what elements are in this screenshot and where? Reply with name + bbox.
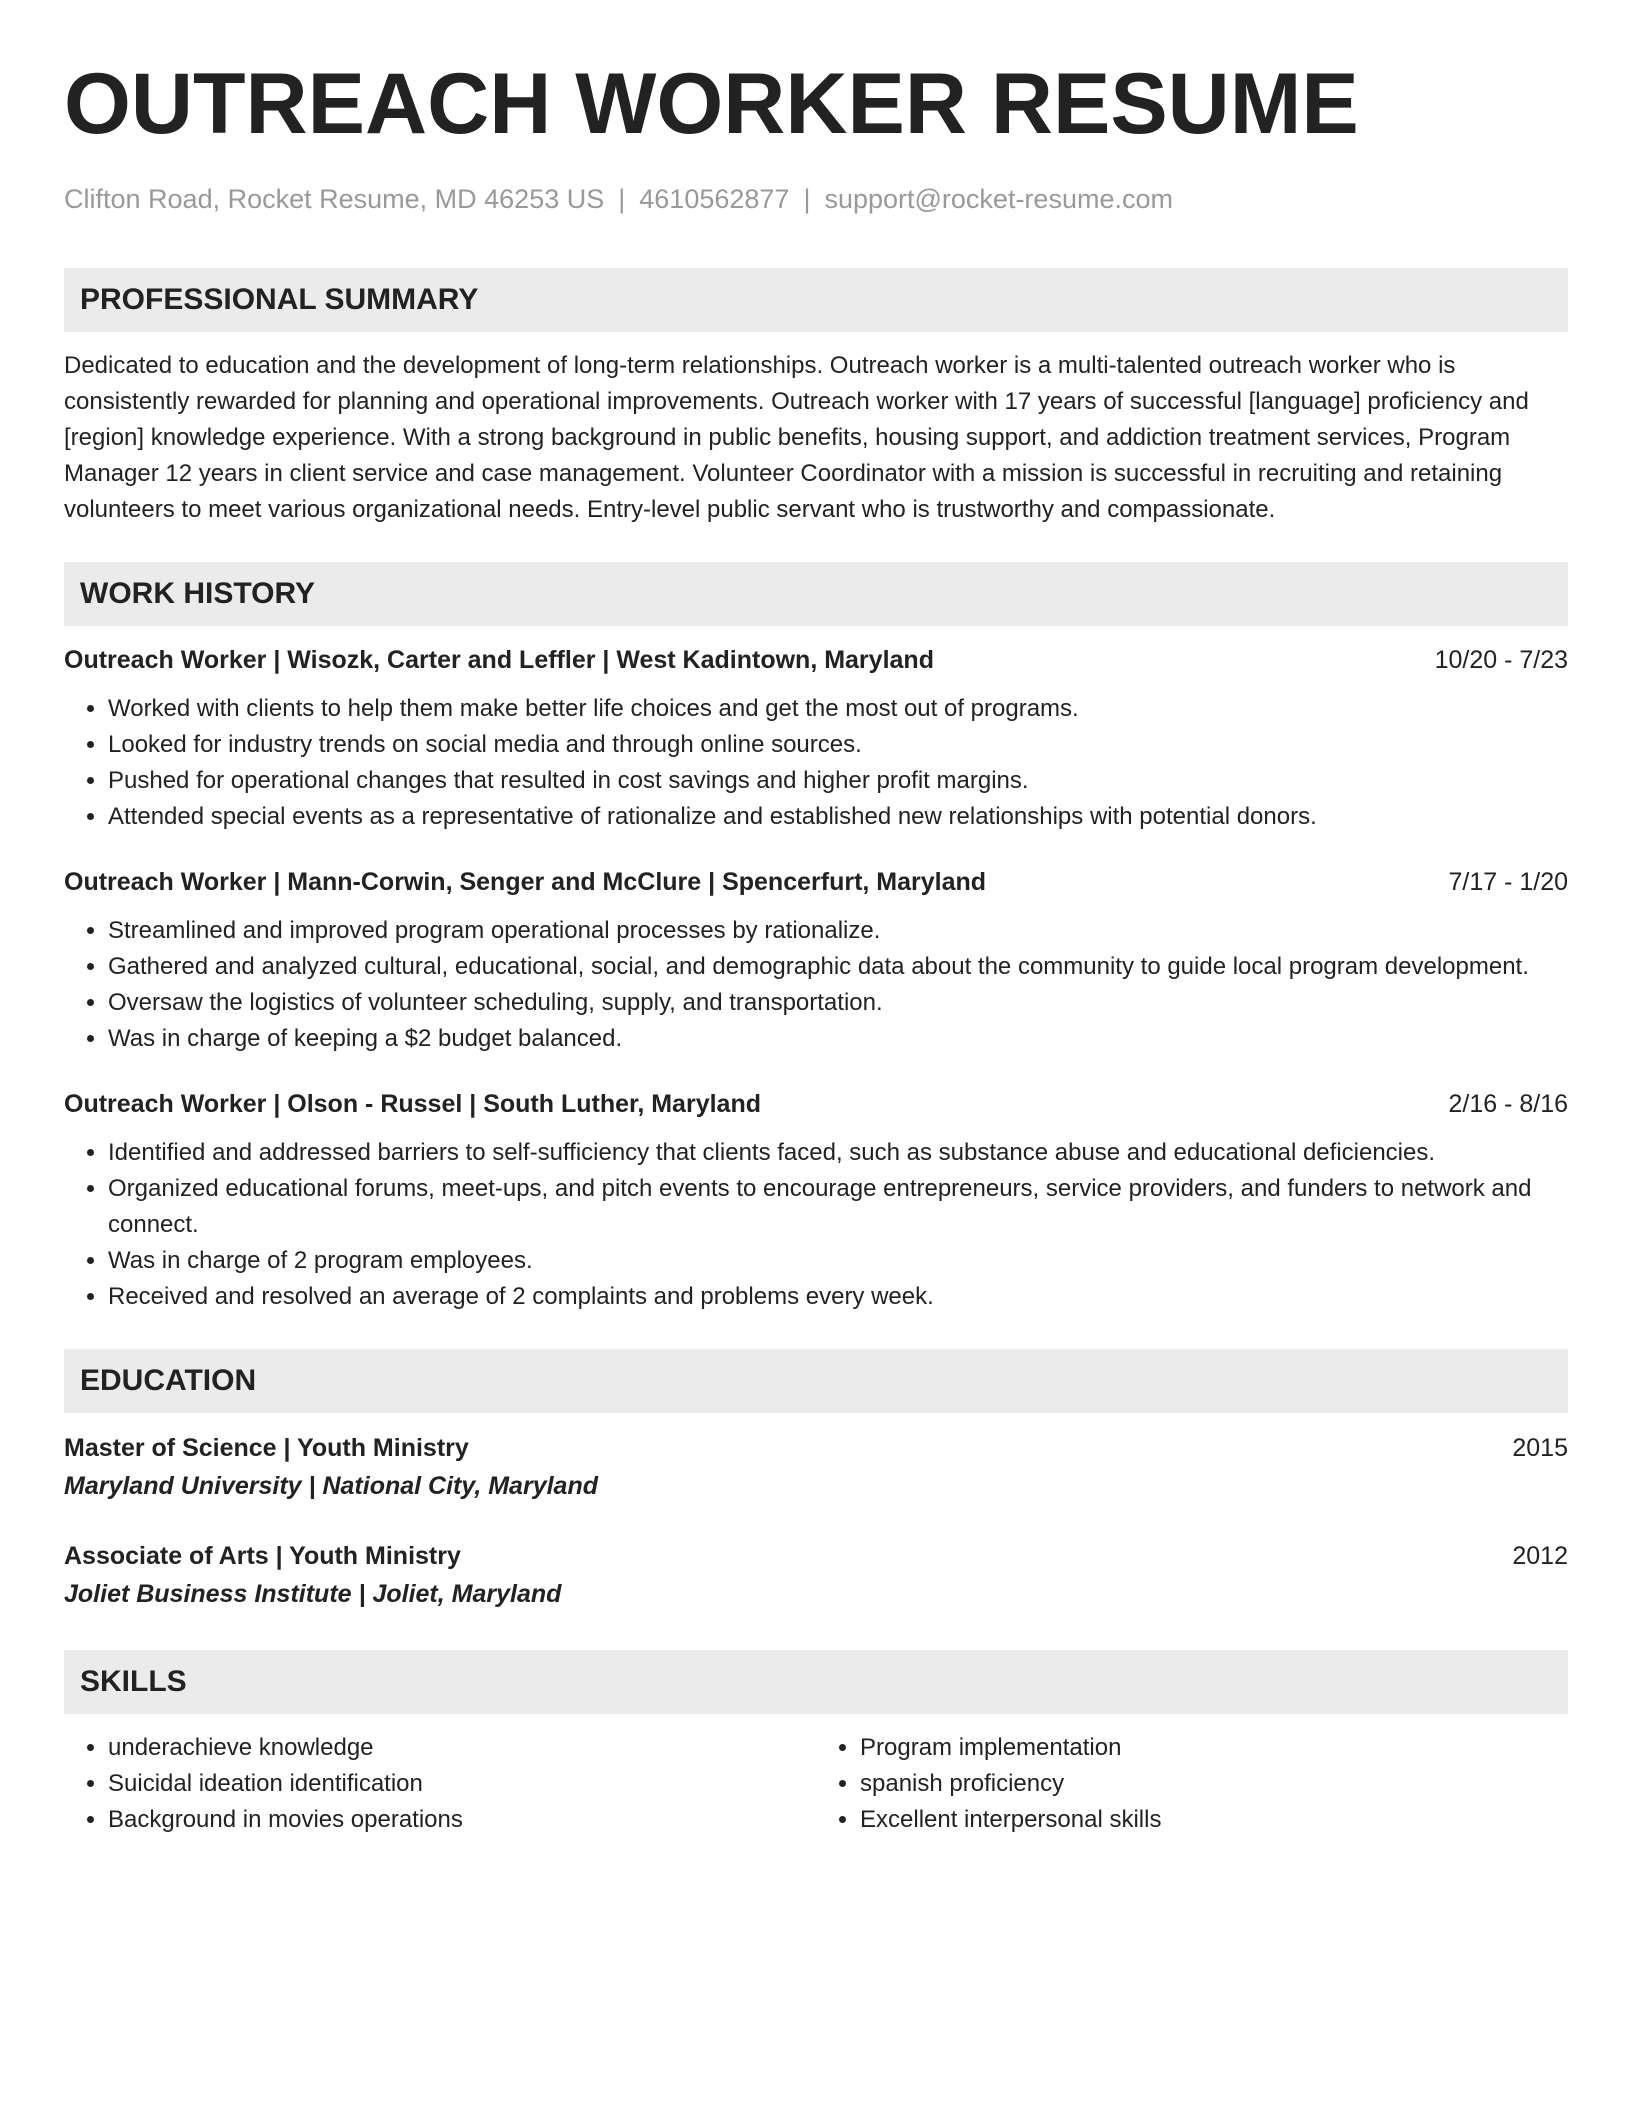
- skill-item: • Suicidal ideation identification: [108, 1766, 816, 1802]
- education-school: Maryland University | National City, Maryland: [64, 1472, 598, 1500]
- resume-title: OUTREACH WORKER RESUME: [64, 56, 1359, 152]
- education-school: Joliet Business Institute | Joliet, Maryland: [64, 1580, 562, 1608]
- job-bullet: • Worked with clients to help them make better life choices and get the most out of programs.: [108, 691, 1568, 727]
- skill-item: • Excellent interpersonal skills: [860, 1802, 1568, 1838]
- job-bullet: • Was in charge of keeping a $2 budget balanced.: [108, 1021, 1568, 1057]
- contact-email: support@rocket-resume.com: [824, 184, 1173, 214]
- job-bullets: [64, 691, 1568, 835]
- education-entry: [64, 1430, 1568, 1504]
- job-bullets: [64, 1135, 1568, 1315]
- job-header: [64, 1087, 1568, 1121]
- contact-separator: |: [803, 184, 811, 214]
- job-title: Outreach Worker | Mann-Corwin, Senger and McClure | Spencerfurt, Maryland: [64, 868, 987, 896]
- skill-item: • spanish proficiency: [860, 1766, 1568, 1802]
- job-entry: [64, 643, 1568, 835]
- job-bullet: • Received and resolved an average of 2 complaints and problems every week.: [108, 1279, 1568, 1315]
- education-degree: Associate of Arts | Youth Ministry: [64, 1542, 461, 1570]
- education-degree: Master of Science | Youth Ministry: [64, 1434, 469, 1462]
- job-dates: 7/17 - 1/20: [1448, 868, 1568, 896]
- education-year: 2012: [1512, 1542, 1568, 1570]
- section-heading-work-history: WORK HISTORY: [64, 562, 1568, 626]
- skills-list: [64, 1730, 816, 1838]
- job-bullet: • Attended special events as a representative of rationalize and established new relationships with potential donors.: [108, 799, 1568, 835]
- job-bullet: • Gathered and analyzed cultural, educational, social, and demographic data about the community to guide local program development.: [108, 949, 1568, 985]
- skills-column-right: [816, 1730, 1568, 1838]
- job-bullet: • Pushed for operational changes that resulted in cost savings and higher profit margins.: [108, 763, 1568, 799]
- skill-item: • Background in movies operations: [108, 1802, 816, 1838]
- education-header: [64, 1538, 1568, 1574]
- contact-line: [64, 182, 1568, 216]
- job-dates: 2/16 - 8/16: [1448, 1090, 1568, 1118]
- section-heading-summary: PROFESSIONAL SUMMARY: [64, 268, 1568, 332]
- contact-address: Clifton Road, Rocket Resume, MD 46253 US: [64, 184, 605, 214]
- job-bullet: • Streamlined and improved program operational processes by rationalize.: [108, 913, 1568, 949]
- education-header: [64, 1430, 1568, 1466]
- skill-item: • Program implementation: [860, 1730, 1568, 1766]
- skills-grid: [64, 1730, 1568, 1838]
- job-title: Outreach Worker | Olson - Russel | South Luther, Maryland: [64, 1090, 761, 1118]
- education-year: 2015: [1512, 1434, 1568, 1462]
- job-entry: [64, 865, 1568, 1057]
- section-heading-skills: SKILLS: [64, 1650, 1568, 1714]
- skills-list: [816, 1730, 1568, 1838]
- job-header: [64, 865, 1568, 899]
- summary-text: Dedicated to education and the development of long-term relationships. Outreach worker is a multi-talented outreach worker who is consistently rewarded for planning and operational improvements. Outreach worker with 17 years of successful [language] proficiency and [region] knowledge experience. With a strong background in public benefits, housing support, and addiction treatment services, Program Manager 12 years in client service and case management. Volunteer Coordinator with a mission is successful in recruiting and retaining volunteers to meet various organizational needs. Entry-level public servant who is trustworthy and compassionate.: [64, 352, 1529, 523]
- job-bullet: • Looked for industry trends on social media and through online sources.: [108, 727, 1568, 763]
- contact-phone: 4610562877: [639, 184, 790, 214]
- education-entry: [64, 1538, 1568, 1612]
- contact-separator: |: [618, 184, 626, 214]
- section-heading-education: EDUCATION: [64, 1349, 1568, 1413]
- job-bullet: • Oversaw the logistics of volunteer scheduling, supply, and transportation.: [108, 985, 1568, 1021]
- job-bullets: [64, 913, 1568, 1057]
- job-dates: 10/20 - 7/23: [1434, 646, 1568, 674]
- skill-item: • underachieve knowledge: [108, 1730, 816, 1766]
- job-bullet: • Organized educational forums, meet-ups, and pitch events to encourage entrepreneurs, service providers, and funders to network and connect.: [108, 1171, 1568, 1243]
- job-title: Outreach Worker | Wisozk, Carter and Leffler | West Kadintown, Maryland: [64, 646, 934, 674]
- job-header: [64, 643, 1568, 677]
- job-bullet: • Identified and addressed barriers to self-sufficiency that clients faced, such as substance abuse and educational deficiencies.: [108, 1135, 1568, 1171]
- skills-column-left: [64, 1730, 816, 1838]
- job-bullet: • Was in charge of 2 program employees.: [108, 1243, 1568, 1279]
- job-entry: [64, 1087, 1568, 1315]
